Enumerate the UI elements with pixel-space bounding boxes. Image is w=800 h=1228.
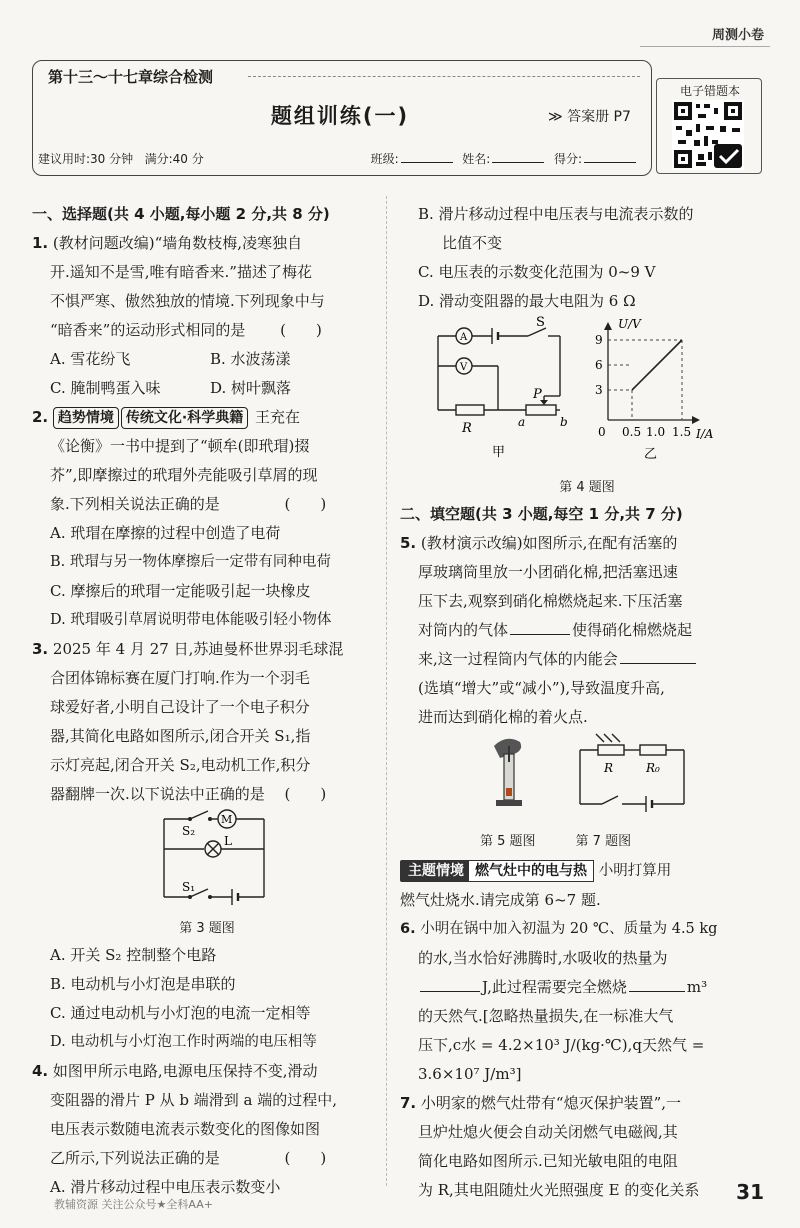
column-divider <box>386 196 387 1186</box>
q1-line-2: 开.遥知不是雪,唯有暗香来.”描述了梅花 <box>50 263 312 281</box>
theme-context <box>400 856 774 915</box>
q1-option-b[interactable]: B. 水波荡漾 <box>210 350 291 368</box>
q1-line-1: (教材问题改编)“墙角数枝梅,凌寒独自 <box>52 234 303 252</box>
switch-s-label: S <box>536 316 545 330</box>
graph-x-label: I/A <box>696 427 714 441</box>
q5-cylinder-figure <box>494 739 522 806</box>
ammeter-symbol-label: A <box>460 332 468 343</box>
q5-line-1: (教材演示改编)如图所示,在配有活塞的 <box>420 534 678 552</box>
q7-line-3: 简化电路如图所示.已知光敏电阻的电阻 <box>418 1152 678 1170</box>
q3-line-6: 器翻牌一次.以下说法中正确的是 ( ) <box>50 785 327 803</box>
q5-line-6: (选填“增大”或“减小”),导致温度升高, <box>418 679 665 697</box>
question-3 <box>32 635 382 1057</box>
q6-line-3a: J,此过程需要完全燃烧 <box>482 978 627 996</box>
qr-code-icon[interactable] <box>672 100 744 170</box>
page-number: 31 <box>736 1180 764 1204</box>
name-label: 姓名: <box>462 152 491 166</box>
x-tick-0-5: 0.5 <box>622 425 642 439</box>
q5-blank-2[interactable] <box>620 663 696 664</box>
q5-q7-figures <box>400 732 774 820</box>
q1-option-a[interactable]: A. 雪花纷飞 <box>50 350 131 368</box>
q2-option-d[interactable]: D. 玳瑁吸引草屑说明带电体能吸引轻小物体 <box>50 612 332 628</box>
q3-circuit-diagram <box>32 809 382 909</box>
class-blank <box>401 162 453 163</box>
q3-option-b[interactable]: B. 电动机与小灯泡是串联的 <box>50 975 236 993</box>
q2-line-3: 芥”,即摩擦过的玳瑁外壳能吸引草屑的现 <box>50 466 318 484</box>
q4-line-4: 乙所示,下列说法正确的是 ( ) <box>50 1149 327 1167</box>
q7-line-4: 为 R,其电阻随灶火光照强度 E 的变化关系 <box>418 1181 700 1199</box>
q3-line-3: 球爱好者,小明自己设计了一个电子积分 <box>50 698 310 716</box>
q3-option-a[interactable]: A. 开关 S₂ 控制整个电路 <box>50 946 217 964</box>
q7-r0-label: R₀ <box>646 761 660 775</box>
section-1-heading: 一、选择题(共 4 小题,每小题 2 分,共 8 分) <box>32 205 330 223</box>
q3-option-d[interactable]: D. 电动机与小灯泡工作时两端的电压相等 <box>50 1034 317 1050</box>
q3-line-2: 合团体锦标赛在厦门打响.作为一个羽毛 <box>50 669 310 687</box>
corner-tag: 周测小卷 <box>711 28 764 43</box>
q2-line-1: 王充在 <box>255 408 301 426</box>
theme-label: 主题情境 <box>400 860 472 882</box>
x-tick-1-0: 1.0 <box>646 425 666 439</box>
q7-number: 7. <box>400 1094 417 1112</box>
q4-line-3: 电压表示数随电流表示数变化的图像如图 <box>50 1120 321 1138</box>
question-1 <box>32 229 382 403</box>
question-2 <box>32 403 382 635</box>
q3-number: 3. <box>32 640 49 658</box>
s2-label: S₂ <box>182 824 196 838</box>
q2-line-2: 《论衡》一书中提到了“顿牟(即玳瑁)掇 <box>50 437 310 455</box>
q1-option-d[interactable]: D. 树叶飘落 <box>210 379 292 397</box>
q7-line-1: 小明家的燃气灶带有“熄灭保护装置”,一 <box>420 1094 682 1112</box>
score-label: 得分: <box>553 152 582 166</box>
q6-line-3b: m³ <box>686 978 708 996</box>
fig-jia-label: 甲 <box>492 445 506 460</box>
q1-line-4: “暗香来”的运动形式相同的是 ( ) <box>50 321 322 339</box>
answer-reference: ≫ 答案册 P7 <box>548 109 631 125</box>
q2-number: 2. <box>32 408 49 426</box>
theme-line-1: 小明打算用 <box>598 863 672 879</box>
q7-circuit-figure <box>580 734 684 812</box>
q3-line-5: 示灯亮起,闭合开关 S₂,电动机工作,积分 <box>50 756 311 774</box>
graph-line <box>632 340 682 390</box>
q6-blank-1[interactable] <box>420 991 480 992</box>
full-score: 满分:40 分 <box>144 152 204 166</box>
section-title: 第十三～十七章综合检测 <box>48 68 214 86</box>
suggested-time: 建议用时:30 分钟 <box>38 152 134 166</box>
q5-blank-1[interactable] <box>510 634 570 635</box>
q4-line-2: 变阻器的滑片 P 从 b 端滑到 a 端的过程中, <box>50 1091 338 1109</box>
q3-figure-caption: 第 3 题图 <box>179 921 235 936</box>
theme-title: 燃气灶中的电与热 <box>468 860 594 882</box>
q1-option-c[interactable]: C. 腌制鸭蛋入味 <box>50 379 161 397</box>
resistor-r-label: R <box>462 421 472 436</box>
y-tick-9: 9 <box>595 333 603 347</box>
header-dash-rule <box>248 76 640 77</box>
q3-option-c[interactable]: C. 通过电动机与小灯泡的电流一定相等 <box>50 1004 311 1022</box>
q4-option-a[interactable]: A. 滑片移动过程中电压表示数变小 <box>50 1178 281 1196</box>
q4-graph-yi <box>595 317 714 462</box>
q4-option-b-line-1[interactable]: B. 滑片移动过程中电压表与电流表示数的 <box>418 205 694 223</box>
question-5 <box>400 529 774 854</box>
q6-line-5: 压下,c水 = 4.2×10³ J/(kg·℃),q天然气 = <box>418 1036 705 1054</box>
q6-line-2: 的水,当水恰好沸腾时,水吸收的热量为 <box>418 949 668 967</box>
y-tick-6: 6 <box>595 358 603 372</box>
s1-label: S₁ <box>182 880 196 894</box>
q5-line-4a: 对筒内的气体 <box>418 621 509 639</box>
fig-yi-label: 乙 <box>644 447 658 462</box>
student-fields <box>371 150 638 167</box>
q7-line-2: 旦炉灶熄火便会自动关闭燃气电磁阀,其 <box>418 1123 678 1141</box>
section-2-heading: 二、填空题(共 3 小题,每空 1 分,共 7 分) <box>400 505 683 523</box>
end-a-label: a <box>518 415 526 429</box>
culture-tag: 传统文化·科学典籍 <box>121 407 248 429</box>
q4-option-d[interactable]: D. 滑动变阻器的最大电阻为 6 Ω <box>418 292 636 310</box>
q6-number: 6. <box>400 921 416 937</box>
question-4 <box>32 1057 382 1202</box>
q1-line-3: 不惧严寒、傲然独放的情境.下列现象中与 <box>50 292 325 310</box>
q4-option-c[interactable]: C. 电压表的示数变化范围为 0~9 V <box>418 263 656 281</box>
q6-line-4: 的天然气.[忽略热量损失,在一标准大气 <box>418 1007 674 1025</box>
footer-note: 教辅资源 关注公众号★全科AA+ <box>54 1198 213 1211</box>
q5-line-3: 压下去,观察到硝化棉燃烧起来.下压活塞 <box>418 592 683 610</box>
score-blank <box>584 162 636 163</box>
right-column <box>400 200 774 1205</box>
voltmeter-symbol-label: V <box>460 362 468 373</box>
q5-number: 5. <box>400 534 417 552</box>
q7-figure-caption: 第 7 题图 <box>575 834 632 849</box>
name-blank <box>492 162 544 163</box>
q4-figures <box>400 316 774 466</box>
question-7 <box>400 1089 774 1205</box>
q2-option-c[interactable]: C. 摩擦后的玳瑁一定能吸引起一块橡皮 <box>50 582 311 600</box>
q4-option-b-line-2: 比值不变 <box>442 234 503 252</box>
q7-r-label: R <box>604 761 614 775</box>
q4-line-1: 如图甲所示电路,电源电压保持不变,滑动 <box>52 1062 318 1080</box>
graph-y-label: U/V <box>618 317 641 331</box>
q5-line-5: 来,这一过程筒内气体的内能会 <box>418 650 618 668</box>
left-column <box>32 200 382 1202</box>
q5-line-4b: 使得硝化棉燃烧起 <box>572 621 693 639</box>
q2-line-4: 象.下列相关说法正确的是 ( ) <box>50 495 327 513</box>
q6-line-1: 小明在锅中加入初温为 20 ℃、质量为 4.5 kg <box>420 921 718 937</box>
exam-title: 题组训练(一) <box>270 104 410 128</box>
theme-line-2: 燃气灶烧水.请完成第 6~7 题. <box>400 891 601 909</box>
graph-origin: 0 <box>598 425 606 439</box>
q5-figure-caption: 第 5 题图 <box>480 834 536 849</box>
qr-label: 电子错题本 <box>679 84 740 98</box>
end-b-label: b <box>560 415 568 429</box>
question-6 <box>400 915 774 1089</box>
q3-line-1: 2025 年 4 月 27 日,苏迪曼杯世界羽毛球混 <box>52 640 344 658</box>
class-label: 班级: <box>370 152 399 166</box>
q4-figure-caption: 第 4 题图 <box>559 480 615 495</box>
time-score-info <box>38 150 204 167</box>
q6-line-6: 3.6×10⁷ J/m³] <box>418 1065 522 1083</box>
trend-context-tag: 趋势情境 <box>53 407 119 429</box>
q5-line-2: 厚玻璃筒里放一小团硝化棉,把活塞迅速 <box>418 563 678 581</box>
lamp-label: L <box>224 834 232 848</box>
x-tick-1-5: 1.5 <box>672 425 692 439</box>
q2-option-b[interactable]: B. 玳瑁与另一物体摩擦后一定带有同种电荷 <box>50 554 331 570</box>
y-tick-3: 3 <box>595 383 603 397</box>
q4-number: 4. <box>32 1062 49 1080</box>
corner-rule <box>640 46 770 47</box>
motor-symbol-label: M <box>221 813 233 826</box>
q6-blank-2[interactable] <box>629 991 685 992</box>
q2-option-a[interactable]: A. 玳瑁在摩擦的过程中创造了电荷 <box>50 524 281 542</box>
q5-line-7: 进而达到硝化棉的着火点. <box>418 708 588 726</box>
q1-number: 1. <box>32 234 49 252</box>
q3-line-4: 器,其简化电路如图所示,闭合开关 S₁,指 <box>50 727 311 745</box>
slider-p-label: P <box>533 387 542 402</box>
